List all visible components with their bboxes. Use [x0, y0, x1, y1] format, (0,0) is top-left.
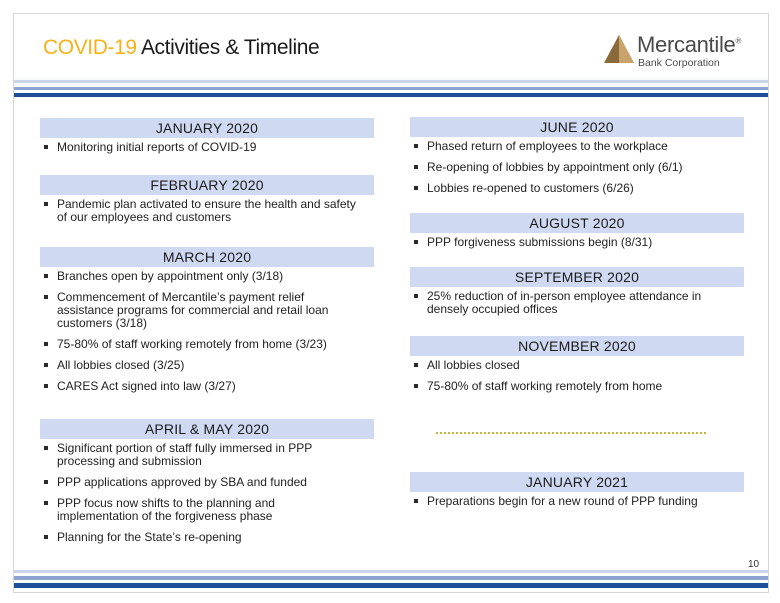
bullet-icon	[414, 240, 418, 244]
bullet-icon	[414, 384, 418, 388]
list-item: 75-80% of staff working remotely from home	[410, 380, 744, 393]
section-heading: NOVEMBER 2020	[410, 336, 744, 356]
bullet-icon	[414, 165, 418, 169]
section-heading: APRIL & MAY 2020	[40, 419, 374, 439]
bullet-icon	[44, 274, 48, 278]
footer-band	[14, 583, 768, 588]
section-heading: AUGUST 2020	[410, 213, 744, 233]
section-heading: JANUARY 2021	[410, 472, 744, 492]
footer-band	[14, 570, 768, 573]
bullet-icon	[44, 145, 48, 149]
section-january-2021	[410, 472, 744, 508]
list-item: Significant portion of staff fully immersed in PPP processing and submission	[40, 442, 357, 468]
header-band	[14, 93, 768, 97]
section-heading: JANUARY 2020	[40, 118, 374, 138]
list-item: Phased return of employees to the workplace	[410, 140, 744, 153]
bullet-icon	[44, 342, 48, 346]
bullet-icon	[44, 363, 48, 367]
bullet-icon	[414, 363, 418, 367]
list-item: All lobbies closed	[410, 359, 744, 372]
bullet-icon	[414, 144, 418, 148]
bullet-icon	[44, 480, 48, 484]
bullet-icon	[44, 535, 48, 539]
section-heading: FEBRUARY 2020	[40, 175, 374, 195]
list-item: 75-80% of staff working remotely from home (3/23)	[40, 338, 374, 351]
title-rest: Activities & Timeline	[136, 36, 320, 59]
list-item: Re-opening of lobbies by appointment only (6/1)	[410, 161, 744, 174]
bullet-icon	[44, 501, 48, 505]
logo-registered-mark: ®	[735, 36, 742, 46]
list-item: 25% reduction of in-person employee attendance in densely occupied offices	[410, 290, 745, 316]
bullet-icon	[414, 499, 418, 503]
section-september-2020	[410, 267, 744, 316]
section-heading: SEPTEMBER 2020	[410, 267, 744, 287]
list-item: CARES Act signed into law (3/27)	[40, 380, 374, 393]
bullet-icon	[44, 446, 48, 450]
section-january-2020	[40, 118, 374, 154]
dotted-divider	[436, 432, 706, 434]
list-item: Planning for the State’s re-opening	[40, 531, 374, 544]
bullet-icon	[414, 186, 418, 190]
list-item: PPP forgiveness submissions begin (8/31)	[410, 236, 744, 249]
section-heading: MARCH 2020	[40, 247, 374, 267]
triangle-logo-icon	[603, 34, 635, 64]
list-item: Commencement of Mercantile’s payment relief assistance programs for commercial and retail loan customers (3/18)	[40, 291, 357, 330]
list-item: Pandemic plan activated to ensure the health and safety of our employees and customers	[40, 198, 357, 224]
section-march-2020	[40, 247, 374, 393]
list-item: Lobbies re-opened to customers (6/26)	[410, 182, 744, 195]
bullet-icon	[44, 202, 48, 206]
section-february-2020	[40, 175, 374, 224]
slide	[13, 13, 769, 593]
section-heading: JUNE 2020	[410, 117, 744, 137]
section-november-2020	[410, 336, 744, 393]
list-item: Branches open by appointment only (3/18)	[40, 270, 374, 283]
logo-subtitle: Bank Corporation	[638, 57, 720, 69]
bullet-icon	[414, 294, 418, 298]
section-june-2020	[410, 117, 744, 195]
bullet-icon	[44, 384, 48, 388]
bullet-icon	[44, 295, 48, 299]
slide-title	[43, 36, 319, 60]
header-band	[14, 80, 768, 83]
page-number: 10	[748, 559, 760, 570]
footer-band	[14, 576, 768, 580]
list-item: PPP applications approved by SBA and funded	[40, 476, 374, 489]
logo-name: Mercantile®	[637, 32, 742, 57]
list-item: Monitoring initial reports of COVID-19	[40, 141, 374, 154]
section-april-may-2020	[40, 419, 374, 544]
header-band	[14, 87, 768, 90]
section-august-2020	[410, 213, 744, 249]
title-accent: COVID-19	[43, 36, 137, 59]
list-item: Preparations begin for a new round of PPP funding	[410, 495, 717, 508]
list-item: PPP focus now shifts to the planning and implementation of the forgiveness phase	[40, 497, 337, 523]
list-item: All lobbies closed (3/25)	[40, 359, 374, 372]
company-logo	[603, 32, 753, 72]
